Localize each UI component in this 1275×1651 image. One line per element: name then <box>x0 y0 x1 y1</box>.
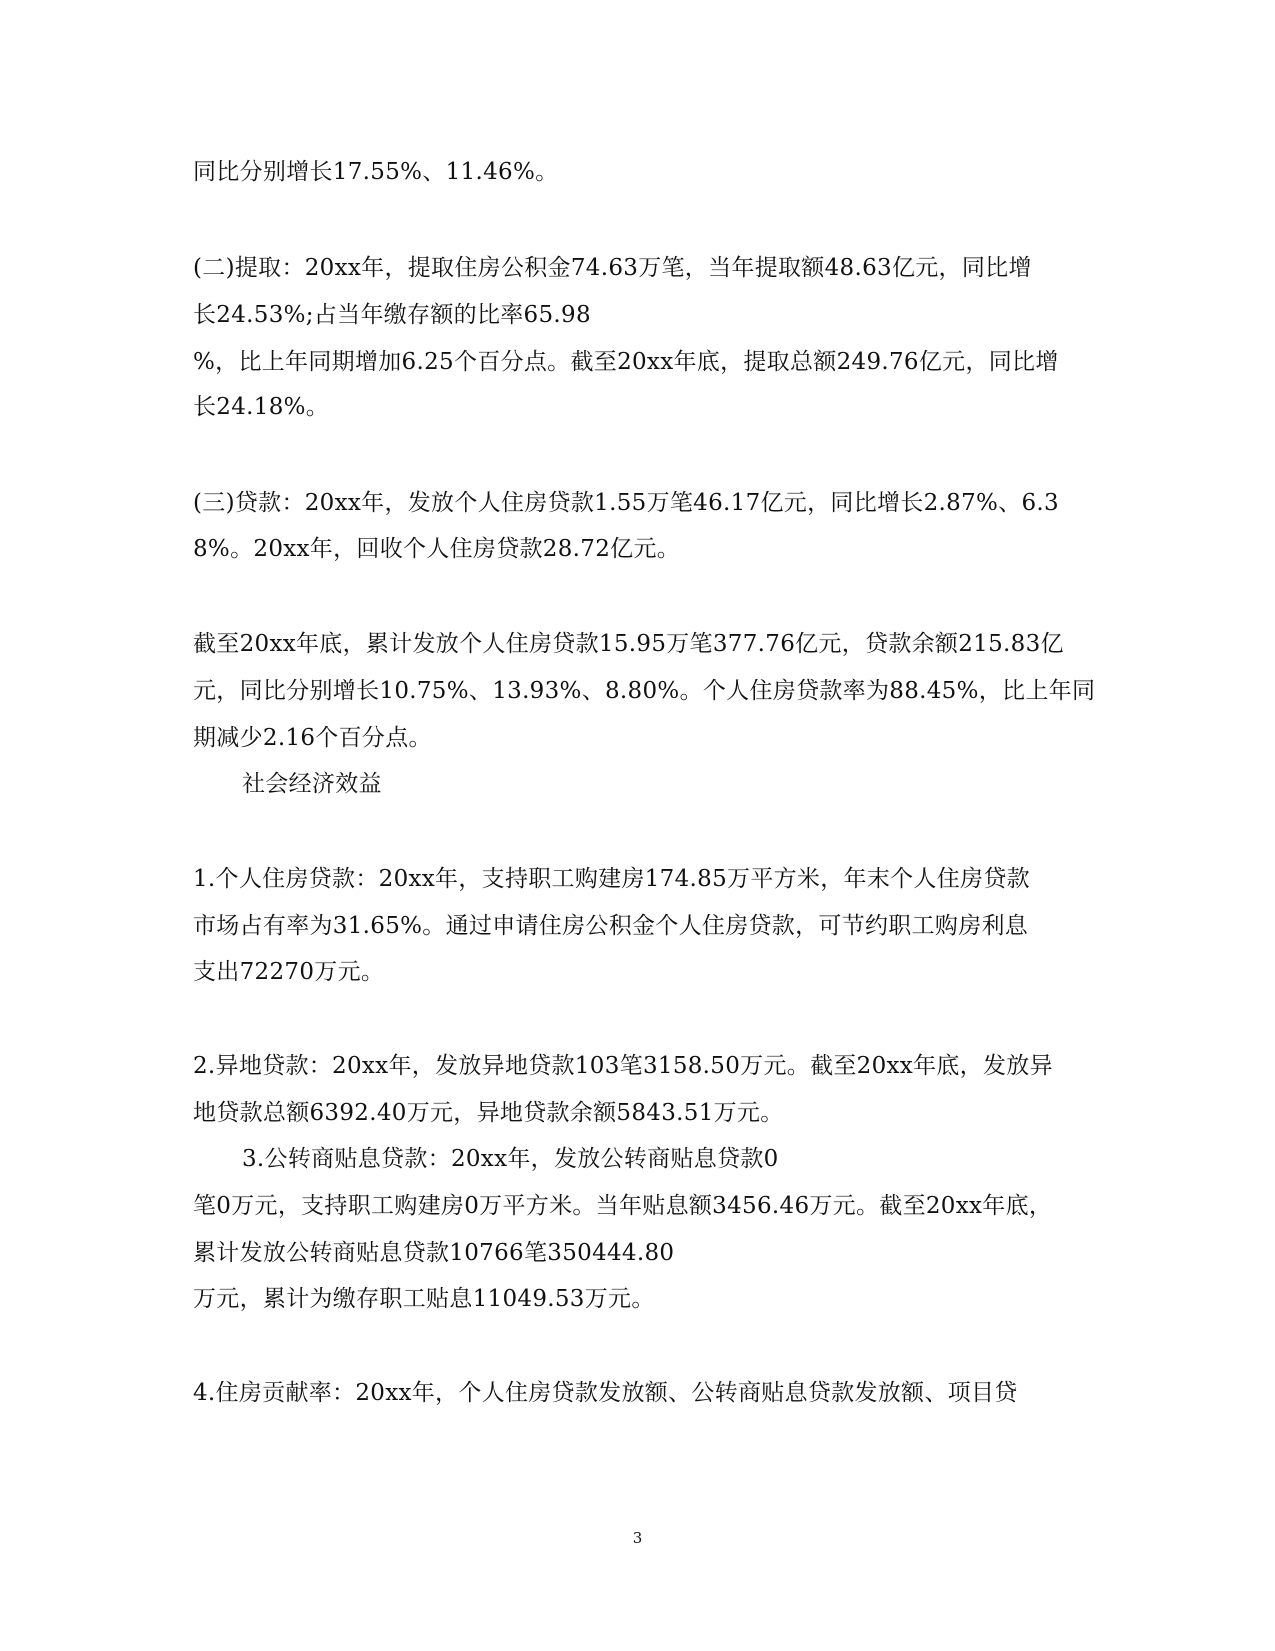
text-line: %，比上年同期增加6.25个百分点。截至20xx年底，提取总额249.76亿元，同比增 <box>193 349 1059 375</box>
text-line: 8%。20xx年，回收个人住房贷款28.72亿元。 <box>193 536 681 562</box>
text-line: 3.公转商贴息贷款：20xx年，发放公转商贴息贷款0 <box>242 1146 779 1172</box>
text-line: 长24.18%。 <box>193 394 330 420</box>
text-line: 累计发放公转商贴息贷款10766笔350444.80 <box>193 1240 675 1266</box>
text-line: 支出72270万元。 <box>193 959 385 985</box>
text-line: 截至20xx年底，累计发放个人住房贷款15.95万笔377.76亿元，贷款余额215.83亿 <box>193 631 1064 657</box>
text-line: (三)贷款：20xx年，发放个人住房贷款1.55万笔46.17亿元，同比增长2.87%、6.3 <box>193 490 1059 516</box>
text-line: 2.异地贷款：20xx年，发放异地贷款103笔3158.50万元。截至20xx年底，发放异 <box>193 1053 1053 1079</box>
text-line: 市场占有率为31.65%。通过申请住房公积金个人住房贷款，可节约职工购房利息 <box>193 913 1029 939</box>
text-line: 同比分别增长17.55%、11.46%。 <box>193 159 559 185</box>
text-line: 笔0万元，支持职工购建房0万平方米。当年贴息额3456.46万元。截至20xx年底， <box>193 1193 1053 1219</box>
text-line: 4.住房贡献率：20xx年，个人住房贷款发放额、公转商贴息贷款发放额、项目贷 <box>193 1380 1018 1406</box>
text-line: 1.个人住房贷款：20xx年，支持职工购建房174.85万平方米，年末个人住房贷款 <box>193 866 1030 892</box>
text-line: 期减少2.16个百分点。 <box>193 725 432 751</box>
page-number: 3 <box>632 1529 643 1547</box>
text-line: 万元，累计为缴存职工贴息11049.53万元。 <box>193 1286 655 1312</box>
text-line: 地贷款总额6392.40万元，异地贷款余额5843.51万元。 <box>193 1100 784 1126</box>
section-heading: 社会经济效益 <box>242 771 382 797</box>
text-line: 长24.53%;占当年缴存额的比率65.98 <box>193 302 591 328</box>
text-line: (二)提取：20xx年，提取住房公积金74.63万笔，当年提取额48.63亿元，同比增 <box>193 255 1032 281</box>
text-line: 元，同比分别增长10.75%、13.93%、8.80%。个人住房贷款率为88.45%，比上年同 <box>193 678 1096 704</box>
